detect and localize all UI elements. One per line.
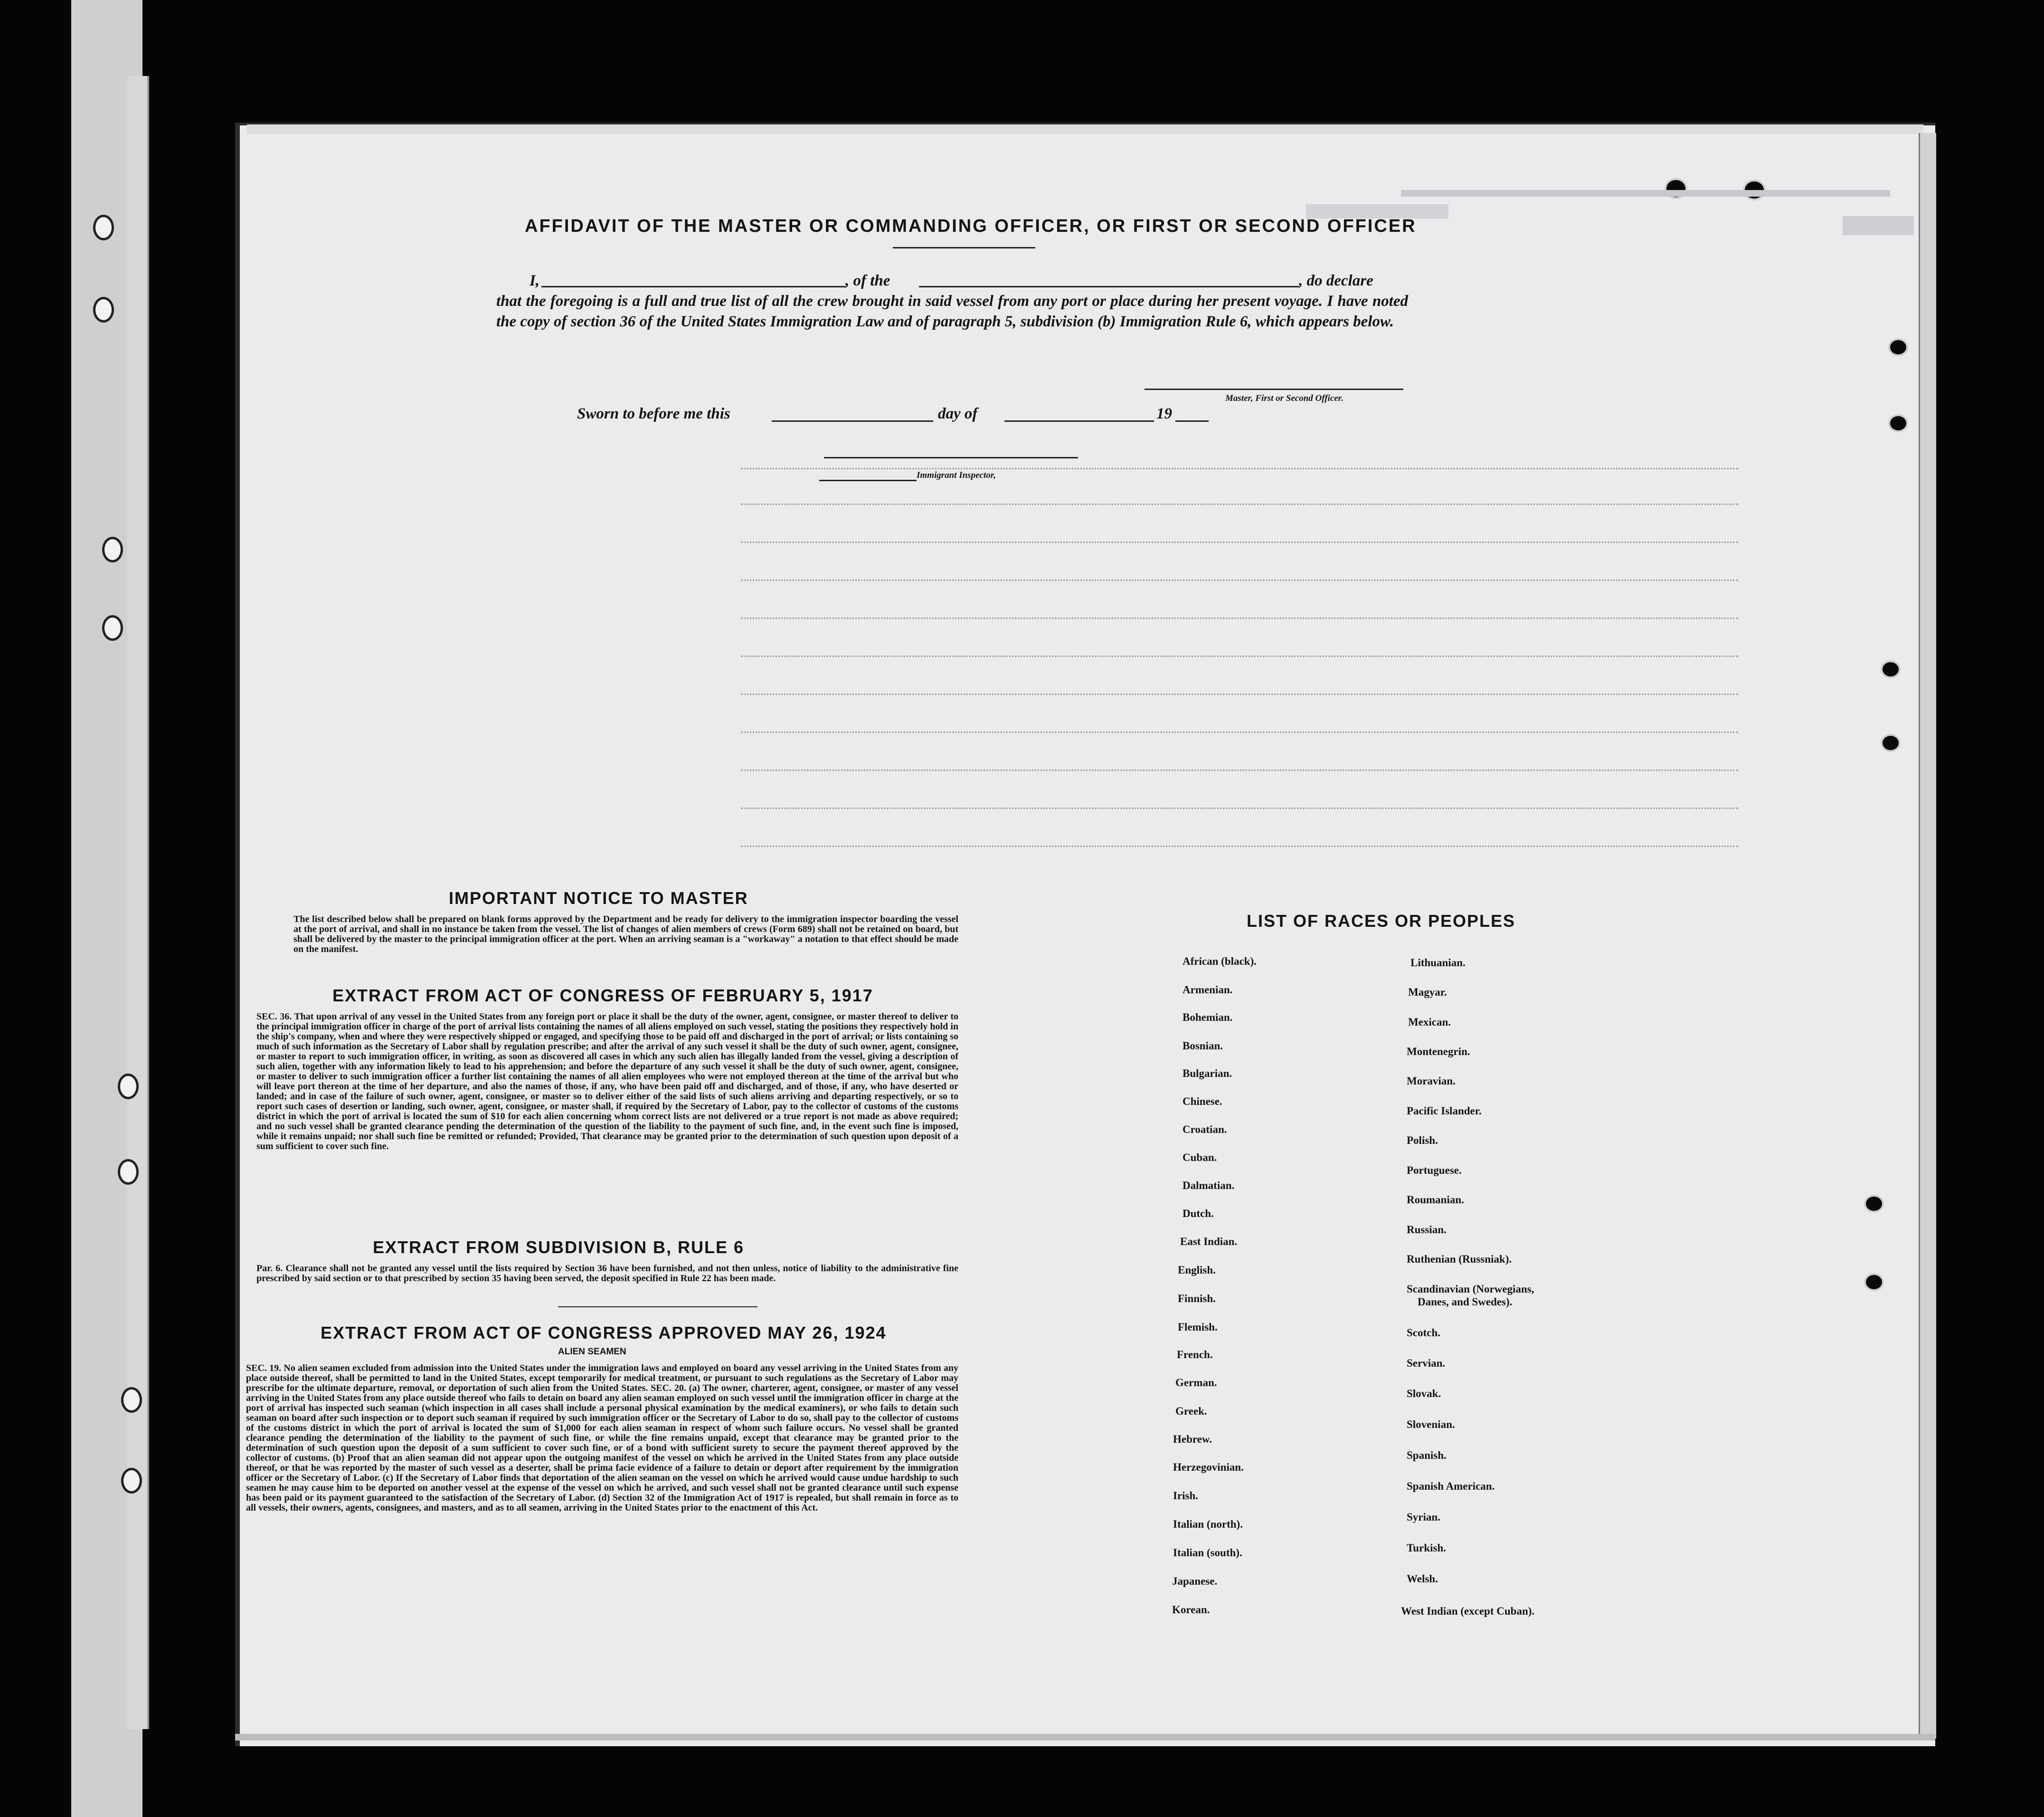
sworn-text: Sworn to before me this: [577, 405, 730, 422]
faint-row: [741, 656, 1738, 659]
race-item: Cuban.: [1183, 1151, 1217, 1163]
race-item: Japanese.: [1172, 1575, 1218, 1587]
section-divider: [558, 1306, 757, 1307]
race-item: Moravian.: [1407, 1075, 1456, 1087]
binder-hole: [102, 615, 123, 641]
binder-hole: [102, 537, 123, 562]
year-blank: [1175, 420, 1209, 422]
race-item: Mexican.: [1408, 1016, 1451, 1028]
master-signature-line: [1145, 389, 1403, 390]
page-bottom-edge: [235, 1734, 1935, 1741]
show-through-mark: [1401, 190, 1890, 197]
race-item: Russian.: [1407, 1224, 1447, 1236]
faint-row: [741, 846, 1738, 849]
faint-row: [741, 580, 1738, 583]
race-item: Turkish.: [1407, 1542, 1446, 1554]
race-item: Magyar.: [1408, 986, 1447, 998]
year-prefix: 19: [1156, 405, 1172, 422]
affidavit-declare: , do declare: [1299, 272, 1373, 289]
race-item: West Indian (except Cuban).: [1401, 1605, 1535, 1617]
page-clip: [1881, 660, 1901, 678]
race-item: Syrian.: [1407, 1511, 1440, 1523]
race-item: Servian.: [1407, 1357, 1446, 1369]
binder-hole: [121, 1387, 142, 1413]
extract-rule6-heading: EXTRACT FROM SUBDIVISION B, RULE 6: [373, 1237, 745, 1257]
page-clip: [1888, 338, 1908, 356]
race-item: Roumanian.: [1407, 1194, 1464, 1206]
day-of-text: day of: [938, 405, 978, 422]
race-item: Irish.: [1173, 1490, 1199, 1502]
race-item: Montenegrin.: [1407, 1046, 1470, 1057]
race-item: Spanish.: [1407, 1449, 1447, 1461]
notice-heading: IMPORTANT NOTICE TO MASTER: [449, 888, 748, 908]
extract-1917-text: SEC. 36. That upon arrival of any vessel in the United States from any foreign port or place it shall be the duty of the owner, agent, consignee, or master thereof to deliver to the principal immigration officer in charge of the port of arrival lists containing the names of all aliens employed on such vessel, stating the positions they respectively hold in the ship's company, when and where they were respectively shipped or engaged, and specifying those to be paid off and discharged in the port of arrival; or lists containing so much of such information as the Secretary of Labor shall by regulation prescribe; and after the arrival of any such vessel it shall be the duty of such owner, agent, consignee, or master to report to such immigration officer, in writing, as soon as discovered all cases in which any such alien has illegally landed from the vessel, giving a description of such alien, together with any information likely to lead to his apprehension; and before the departure of any such vessel it shall be the duty of such owner, agent, consignee, or master to deliver to such immigration officer a further list containing the names of all alien employees who were not employed thereon at the time of the arrival but who will leave port thereon at the time of her departure, and also the names of those, if any, who have been paid off and discharged, and of those, if any, who have deserted or landed; and in case of the failure of such owner, agent, consignee, or master so to deliver either of the said lists of such aliens arriving and departing respectively, or so to report such cases of desertion or landing, such owner, agent, consignee, or master shall, if required by the Secretary of Labor, pay to the collector of customs of the customs district in which the port of arrival is located the sum of $10 for each alien concerning whom correct lists are not delivered or a true report is not made as above required; and no such vessel shall be granted clearance pending the determination of the question of the liability to the payment of such fine, and, in the event such fine is imposed, while it remains unpaid; nor shall such fine be remitted or refunded; Provided, That clearance may be granted prior to the determination of such question upon deposit of a sum sufficient to cover such fine.: [256, 1011, 958, 1151]
race-item: Lithuanian.: [1410, 957, 1466, 969]
faint-row: [741, 732, 1738, 735]
race-item: Herzegovinian.: [1173, 1461, 1244, 1473]
race-item: Armenian.: [1183, 984, 1233, 996]
affidavit-title: AFFIDAVIT OF THE MASTER OR COMMANDING OFFICER, OR FIRST OR SECOND OFFICER: [525, 216, 1417, 236]
inspector-signature-line: [824, 457, 1078, 458]
extract-1924-text: SEC. 19. No alien seamen excluded from admission into the United States under the immigration laws and employed on board any vessel arriving in the United States from any place outside thereof, shall be permitted to land in the United States, except temporarily for medical treatment, or pursuant to such regulations as the Secretary of Labor may prescribe for the ultimate departure, removal, or deportation of such alien from the United States. SEC. 20. (a) The owner, charterer, agent, consignee, or master of any vessel arriving in the United States from any place outside thereof who fails to detain on board any alien seaman employed on such vessel until the immigration officer in charge at the port of arrival has inspected such seaman (which inspection in all cases shall include a personal physical examination by the medical examiners), or who fails to detain such seaman on board after such inspection or to deport such seaman if required by such immigration officer or the Secretary of Labor to do so, shall pay to the collector of customs of the customs district in which the port of arrival is located the sum of $1,000 for each alien seaman in respect of whom such failure occurs. No vessel shall be granted clearance pending the determination of the liability to the payment of such fine, or while the fine remains unpaid, except that clearance may be granted prior to the determination of such question upon the deposit of a sum sufficient to cover such fine, or of a bond with sufficient surety to secure the payment thereof approved by the collector of customs. (b) Proof that an alien seaman did not appear upon the outgoing manifest of the vessel on which he arrived in the United States from any place outside thereof, or that he was reported by the master of such vessel as a deserter, shall be prima facie evidence of a failure to detain or deport after requirement by the immigration officer or the Secretary of Labor. (c) If the Secretary of Labor finds that deportation of the alien seaman on the vessel on which he arrived would cause undue hardship to such seamen he may cause him to be deported on another vessel at the expense of the vessel on which he arrived, and such vessel shall not be granted clearance until such expense has been paid or its payment guaranteed to the satisfaction of the Secretary of Labor. (d) Section 32 of the Immigration Act of 1917 is repealed, but shall remain in force as to all vessels, their owners, agents, consignees, and masters, and as to all seamen, arriving in the United States prior to the enactment of this Act.: [246, 1363, 958, 1513]
extract-1924-subheading: ALIEN SEAMEN: [558, 1347, 626, 1357]
race-item: Bulgarian.: [1183, 1067, 1232, 1079]
race-item: Chinese.: [1183, 1095, 1222, 1107]
page-clip: [1864, 1273, 1884, 1291]
race-item: Greek.: [1175, 1405, 1207, 1417]
race-item: Bohemian.: [1183, 1011, 1233, 1023]
race-item: Scotch.: [1407, 1327, 1440, 1339]
race-item: Dutch.: [1183, 1208, 1214, 1219]
race-item: Polish.: [1407, 1134, 1438, 1146]
races-heading: LIST OF RACES OR PEOPLES: [1247, 911, 1516, 931]
binder-hole: [118, 1159, 139, 1185]
race-item: Portuguese.: [1407, 1164, 1462, 1176]
race-item: Slovenian.: [1407, 1418, 1455, 1430]
faint-row: [741, 542, 1738, 545]
race-item: Croatian.: [1183, 1123, 1227, 1135]
race-item: African (black).: [1183, 955, 1257, 967]
faint-row: [741, 770, 1738, 773]
faint-row: [741, 504, 1738, 507]
race-item: Italian (south).: [1173, 1547, 1242, 1559]
race-item: Welsh.: [1407, 1573, 1438, 1585]
affidavit-i: I,: [530, 272, 540, 289]
race-item: Spanish American.: [1407, 1480, 1495, 1492]
faint-row: [741, 468, 1738, 471]
faint-row: [741, 808, 1738, 811]
inspector-label: Immigrant Inspector,: [917, 470, 996, 480]
day-blank: [772, 420, 933, 422]
extract-rule6-text: Par. 6. Clearance shall not be granted any vessel until the lists required by Section 36 have been furnished, and not then unless, notice of liability to the administrative fine prescribed by said section or to that prescribed by section 35 having been served, the deposit specified in Rule 22 has been made.: [256, 1263, 958, 1284]
race-item: Slovak.: [1407, 1388, 1441, 1399]
show-through-mark: [1843, 216, 1914, 235]
extract-1924-heading: EXTRACT FROM ACT OF CONGRESS APPROVED MAY 26, 1924: [321, 1323, 887, 1342]
race-item: Scandinavian (Norwegians, Danes, and Swedes).: [1407, 1283, 1534, 1308]
binder-hole: [121, 1468, 142, 1494]
race-item: Dalmatian.: [1183, 1180, 1235, 1191]
notice-text: The list described below shall be prepared on blank forms approved by the Department and be ready for delivery to the immigration inspector boarding the vessel at the port of arrival, and shall in no instance be taken from the vessel. The list of changes of alien members of crews (Form 689) shall not be retained on board, but shall be delivered by the master to the principal immigration officer at the port. When an arriving seaman is a "workaway" a notation to that effect should be made on the manifest.: [293, 914, 958, 954]
race-item: Italian (north).: [1173, 1518, 1243, 1530]
race-item: French.: [1177, 1349, 1213, 1360]
faint-row: [741, 618, 1738, 621]
page-right-edge: [1919, 133, 1936, 1739]
inspector-lead-line: [819, 480, 917, 481]
race-item: English.: [1178, 1264, 1216, 1276]
race-item: Finnish.: [1178, 1293, 1216, 1304]
binder-hole: [93, 297, 114, 323]
race-item: German.: [1175, 1377, 1217, 1389]
affidavit-of-the: , of the: [845, 272, 890, 289]
race-item: Hebrew.: [1173, 1433, 1212, 1445]
race-item: Bosnian.: [1183, 1040, 1223, 1052]
extract-1917-heading: EXTRACT FROM ACT OF CONGRESS OF FEBRUARY 5, 1917: [332, 986, 873, 1005]
master-label: Master, First or Second Officer.: [1225, 393, 1344, 403]
race-item: Pacific Islander.: [1407, 1105, 1482, 1117]
name-blank: [541, 286, 845, 287]
page-clip: [1888, 414, 1908, 432]
month-blank: [1004, 420, 1154, 422]
binder-hole: [93, 215, 114, 240]
page-clip: [1864, 1195, 1884, 1213]
vessel-blank: [919, 286, 1299, 287]
title-underline: [893, 247, 1035, 248]
race-item: Ruthenian (Russniak).: [1407, 1253, 1512, 1265]
faint-row: [741, 694, 1738, 697]
page-top-strip: [247, 124, 1923, 134]
page-clip: [1881, 734, 1901, 752]
race-item: Flemish.: [1178, 1321, 1218, 1333]
affidavit-body: that the foregoing is a full and true list of all the crew brought in said vessel from any port or place during her present voyage. I have noted the copy of section 36 of the United States Immigration Law and of paragraph 5, subdivision (b) Immigration Rule 6, which appears below.: [496, 293, 1408, 330]
race-item: East Indian.: [1180, 1236, 1238, 1247]
binder-hole: [118, 1074, 139, 1099]
race-item: Korean.: [1172, 1604, 1210, 1616]
